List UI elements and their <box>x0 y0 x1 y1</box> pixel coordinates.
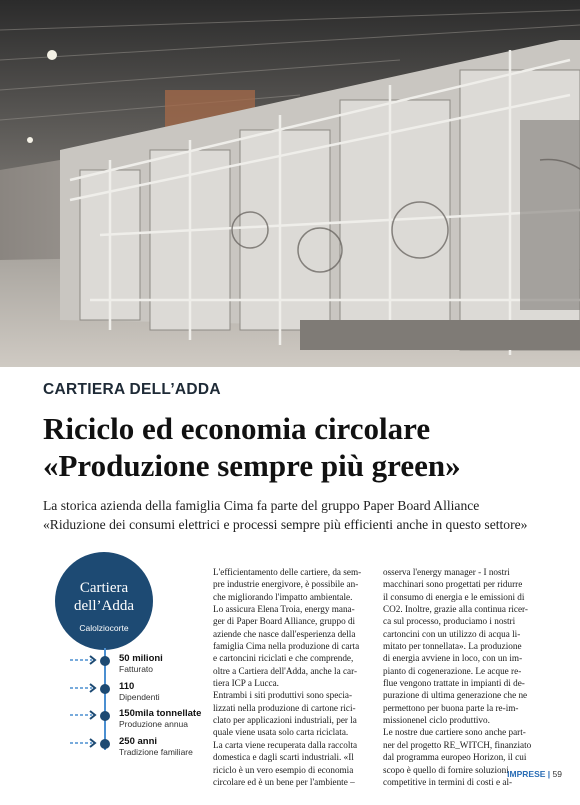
body-column-2 <box>383 566 553 788</box>
body-line: clato per applicazioni industriali, per la <box>213 715 357 726</box>
body-line: L'efficientamento delle cartiere, da sem- <box>213 567 362 577</box>
body-line: pianto di cogenerazione. Le acque re- <box>383 665 522 676</box>
body-line: flue vengono trattate in impianti di de- <box>383 678 525 689</box>
subhead <box>43 496 563 534</box>
body-line: tiera ICP a Lucca. <box>213 678 279 689</box>
body-line: missionenel ciclo produttivo. <box>383 715 490 726</box>
body-line: osserva l'energy manager - I nostri <box>383 567 510 577</box>
fact-value: 150mila tonnellate <box>119 708 202 719</box>
fact-label: Tradizione familiare <box>119 747 193 757</box>
company-name-line: dell’Adda <box>74 598 134 614</box>
body-line: scopo è quello di fornire soluzioni <box>383 764 509 775</box>
company-location: Calolziocorte <box>79 623 129 633</box>
body-line: purazione di ultima generazione che ne <box>383 690 528 701</box>
body-line: dal programma europeo Horizon, il cui <box>383 752 527 763</box>
body-line: Entrambi i siti produttivi sono specia- <box>213 690 353 701</box>
body-line: ca sul processo, produciamo i nostri <box>383 616 516 627</box>
body-line: La carta viene recuperata dalla raccolta <box>213 739 358 750</box>
page-number: 59 <box>552 769 562 779</box>
timeline-dot <box>100 656 110 666</box>
timeline-dot <box>100 684 110 694</box>
body-line: quale viene usata solo carta riciclata. <box>213 727 349 738</box>
company-name-line: Cartiera <box>79 580 129 596</box>
fact-label: Produzione annua <box>119 719 189 729</box>
subhead-line: «Riduzione dei consumi elettrici e processi sempre più efficienti anche in questo settore» <box>43 517 528 532</box>
fact-label: Dipendenti <box>119 692 160 702</box>
body-column-1 <box>213 566 383 788</box>
body-line: di energia avviene in loco, con un im- <box>383 653 523 664</box>
headline <box>43 410 563 484</box>
body-line: macchinari sono progettati per ridurre <box>383 579 523 590</box>
company-name <box>55 579 153 615</box>
body-line: competitive in termini di costi e al- <box>383 776 513 787</box>
body-line: mitato per tonnellata». La produzione <box>383 641 522 652</box>
body-line: CO2. Inoltre, grazie alla continua ricer- <box>383 604 528 615</box>
body-line: cartoncini con un utilizzo di acqua li- <box>383 628 521 639</box>
arrow-right-icon <box>70 738 100 748</box>
headline-line: «Produzione sempre più green» <box>43 448 461 483</box>
body-line: oltre a Cartiera dell'Adda, anche la car- <box>213 665 358 676</box>
fact-value: 250 anni <box>119 736 158 747</box>
body-line: e cartoncini riciclati e che comprende, <box>213 653 354 664</box>
paper-machine-illustration <box>0 0 580 367</box>
fact-value: 110 <box>119 681 135 692</box>
timeline-dot <box>100 739 110 749</box>
body-line: riciclo è un vero esempio di economia <box>213 764 354 775</box>
body-line: famiglia Cima nella produzione di carta <box>213 641 360 652</box>
arrow-right-icon <box>70 683 100 693</box>
body-line: Le nostre due cartiere sono anche part- <box>383 727 526 738</box>
company-circle <box>55 552 153 650</box>
timeline-dot <box>100 711 110 721</box>
arrow-right-icon <box>70 655 100 665</box>
page-footer <box>507 769 562 779</box>
headline-line: Riciclo ed economia circolare <box>43 411 431 446</box>
fact-value: 50 milioni <box>119 653 163 664</box>
body-line: il consumo di energia e le emissioni di <box>383 591 525 602</box>
subhead-line: La storica azienda della famiglia Cima fa parte del gruppo Paper Board Alliance <box>43 498 480 513</box>
body-line: domestica e dagli scarti industriali. «Il <box>213 752 354 763</box>
body-line: lizzati nella produzione di cartone rici- <box>213 702 356 713</box>
body-line: aziende che nasce dall'esperienza della <box>213 628 356 639</box>
key-facts <box>70 648 210 758</box>
factory-photo <box>0 0 580 367</box>
body-line: circolare ed è un bene per l'ambiente – <box>213 776 355 787</box>
body-line: pre industrie energivore, è possibile an- <box>213 579 359 590</box>
body-line: permettono per buona parte la re-im- <box>383 702 519 713</box>
section-label: IMPRESE | <box>507 769 551 779</box>
body-line: ger di Paper Board Alliance, gruppo di <box>213 616 356 627</box>
fact-label: Fatturato <box>119 664 154 674</box>
arrow-right-icon <box>70 710 100 720</box>
kicker: CARTIERA DELL’ADDA <box>43 381 221 398</box>
body-line: che migliorando l'impatto ambientale. <box>213 591 353 602</box>
body-line: ner del progetto RE_WITCH, finanziato <box>383 739 532 750</box>
body-line: Lo assicura Elena Troia, energy mana- <box>213 604 355 615</box>
